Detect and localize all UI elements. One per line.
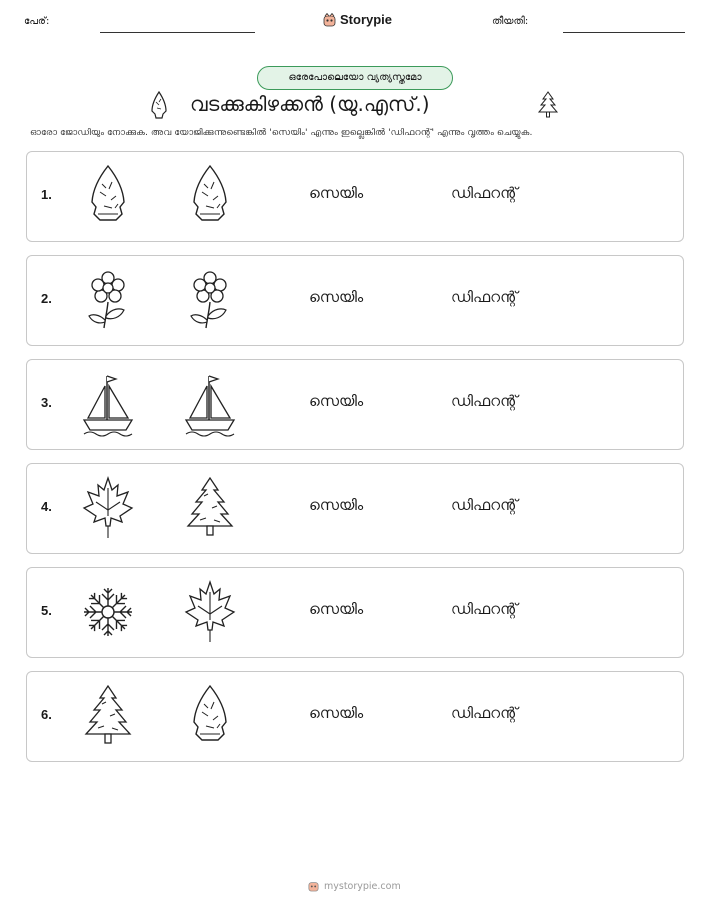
question-row — [26, 359, 684, 450]
question-row — [26, 567, 684, 658]
flower-icon — [80, 266, 136, 334]
pine-tree-icon — [80, 682, 136, 750]
question-number: 5. — [41, 603, 52, 618]
date-line[interactable] — [563, 32, 685, 33]
same-option[interactable]: സെയിം — [309, 704, 364, 722]
question-number: 2. — [41, 291, 52, 306]
sailboat-icon — [182, 370, 238, 438]
arrowhead-icon — [148, 90, 170, 122]
question-number: 3. — [41, 395, 52, 410]
arrowhead-icon — [80, 162, 136, 230]
snowflake-icon — [80, 578, 136, 646]
different-option[interactable]: ഡിഫറന്റ് — [451, 392, 518, 410]
different-option[interactable]: ഡിഫറന്റ് — [451, 496, 518, 514]
brand-name: Storypie — [340, 12, 393, 27]
footer — [308, 880, 401, 892]
storypie-logo-icon — [323, 13, 336, 27]
brand-logo — [323, 12, 392, 27]
same-option[interactable]: സെയിം — [309, 496, 364, 514]
date-label: തീയതി: — [492, 16, 529, 27]
storypie-logo-icon — [308, 880, 319, 892]
question-number: 6. — [41, 707, 52, 722]
question-row — [26, 463, 684, 554]
question-number: 1. — [41, 187, 52, 202]
arrowhead-icon — [182, 682, 238, 750]
different-option[interactable]: ഡിഫറന്റ് — [451, 600, 518, 618]
pine-tree-icon — [535, 90, 561, 120]
same-option[interactable]: സെയിം — [309, 600, 364, 618]
instructions: ഓരോ ജോഡിയും നോക്കുക. അവ യോജിക്കുന്നുണ്ടെങ്കിൽ 'സെയിം' എന്നും ഇല്ലെങ്കിൽ 'ഡിഫറന്റ്' എന്നും വൃത്തം ചെയ്യുക. — [30, 127, 533, 138]
same-option[interactable]: സെയിം — [309, 184, 364, 202]
question-row — [26, 151, 684, 242]
footer-url: mystorypie.com — [324, 880, 401, 892]
worksheet-type-badge: ഒരേപോലെയോ വ്യത്യസ്തമോ — [257, 66, 453, 90]
same-option[interactable]: സെയിം — [309, 392, 364, 410]
maple-leaf-icon — [182, 578, 238, 646]
different-option[interactable]: ഡിഫറന്റ് — [451, 704, 518, 722]
same-option[interactable]: സെയിം — [309, 288, 364, 306]
maple-leaf-icon — [80, 474, 136, 542]
question-row — [26, 671, 684, 762]
pine-tree-icon — [182, 474, 238, 542]
different-option[interactable]: ഡിഫറന്റ് — [451, 288, 518, 306]
question-number: 4. — [41, 499, 52, 514]
arrowhead-icon — [182, 162, 238, 230]
different-option[interactable]: ഡിഫറന്റ് — [451, 184, 518, 202]
name-line[interactable] — [100, 32, 255, 33]
sailboat-icon — [80, 370, 136, 438]
page-title: വടക്കുകിഴക്കൻ (യു.എസ്.) — [190, 92, 430, 116]
name-label: പേര്: — [24, 16, 50, 27]
question-row — [26, 255, 684, 346]
flower-icon — [182, 266, 238, 334]
